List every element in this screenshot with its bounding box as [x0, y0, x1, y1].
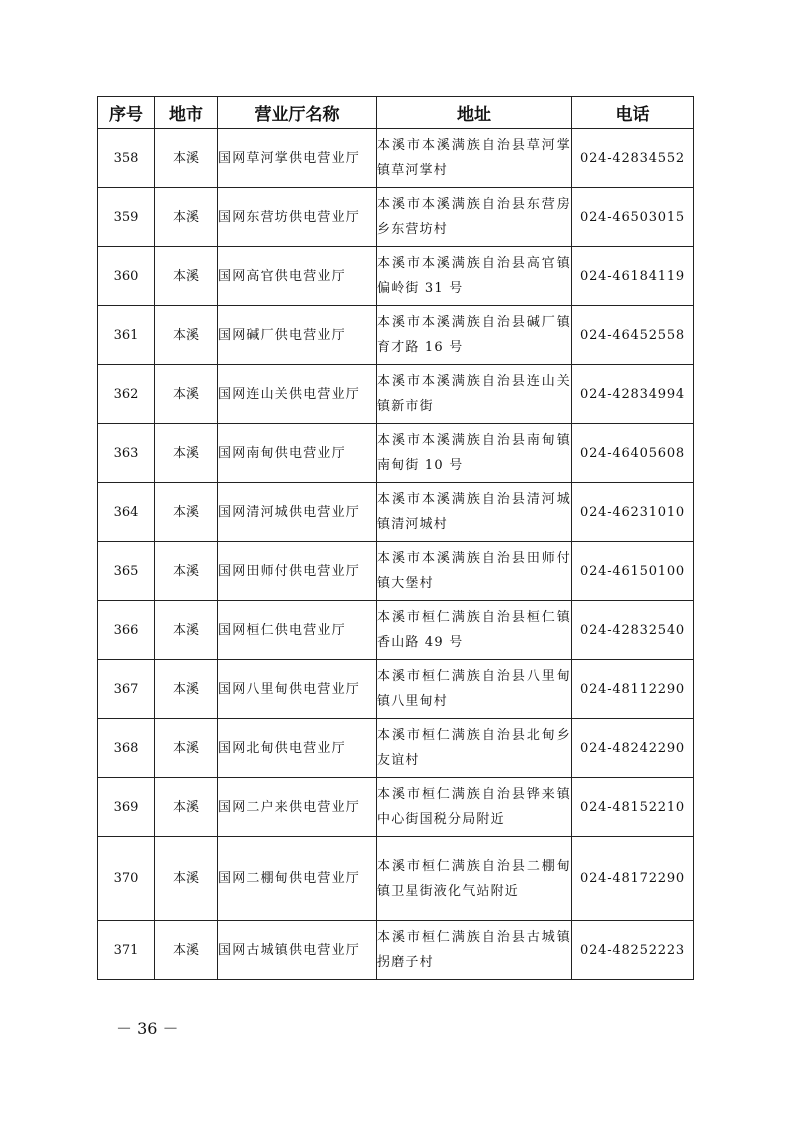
cell-city: 本溪: [155, 660, 218, 719]
page-number: － 36 －: [116, 1019, 179, 1038]
table-row: [98, 188, 694, 247]
cell-number: 366: [98, 601, 155, 660]
header-city: 地市: [155, 97, 218, 129]
cell-city: 本溪: [155, 129, 218, 188]
table-row: [98, 660, 694, 719]
table-row: [98, 365, 694, 424]
cell-hall-name: 国网古城镇供电营业厅: [218, 921, 377, 980]
cell-number: 370: [98, 837, 155, 921]
table-header-row: [98, 97, 694, 129]
header-phone: 电话: [572, 97, 694, 129]
table-row: [98, 601, 694, 660]
table-row: [98, 129, 694, 188]
cell-address: 本溪市本溪满族自治县高官镇偏岭街 31 号: [377, 247, 572, 306]
cell-city: 本溪: [155, 247, 218, 306]
table-row: [98, 921, 694, 980]
cell-phone: 024-46452558: [572, 306, 694, 365]
cell-hall-name: 国网连山关供电营业厅: [218, 365, 377, 424]
cell-city: 本溪: [155, 921, 218, 980]
table-row: [98, 719, 694, 778]
cell-phone: 024-46503015: [572, 188, 694, 247]
cell-city: 本溪: [155, 483, 218, 542]
table-row: [98, 247, 694, 306]
header-address: 地址: [377, 97, 572, 129]
cell-number: 359: [98, 188, 155, 247]
cell-number: 360: [98, 247, 155, 306]
cell-phone: 024-46231010: [572, 483, 694, 542]
cell-number: 361: [98, 306, 155, 365]
cell-phone: 024-48242290: [572, 719, 694, 778]
table-row: [98, 483, 694, 542]
cell-hall-name: 国网草河掌供电营业厅: [218, 129, 377, 188]
cell-city: 本溪: [155, 601, 218, 660]
cell-address: 本溪市桓仁满族自治县二棚甸镇卫星街液化气站附近: [377, 837, 572, 921]
cell-address: 本溪市桓仁满族自治县北甸乡友谊村: [377, 719, 572, 778]
cell-hall-name: 国网碱厂供电营业厅: [218, 306, 377, 365]
cell-phone: 024-48252223: [572, 921, 694, 980]
cell-address: 本溪市桓仁满族自治县古城镇拐磨子村: [377, 921, 572, 980]
cell-hall-name: 国网东营坊供电营业厅: [218, 188, 377, 247]
cell-address: 本溪市桓仁满族自治县八里甸镇八里甸村: [377, 660, 572, 719]
cell-hall-name: 国网高官供电营业厅: [218, 247, 377, 306]
cell-address: 本溪市本溪满族自治县南甸镇南甸街 10 号: [377, 424, 572, 483]
cell-address: 本溪市本溪满族自治县碱厂镇育才路 16 号: [377, 306, 572, 365]
cell-hall-name: 国网田师付供电营业厅: [218, 542, 377, 601]
cell-number: 358: [98, 129, 155, 188]
cell-address: 本溪市桓仁满族自治县桓仁镇香山路 49 号: [377, 601, 572, 660]
header-number: 序号: [98, 97, 155, 129]
table-row: [98, 778, 694, 837]
table-row: [98, 306, 694, 365]
cell-address: 本溪市本溪满族自治县草河掌镇草河掌村: [377, 129, 572, 188]
cell-hall-name: 国网北甸供电营业厅: [218, 719, 377, 778]
cell-hall-name: 国网二棚甸供电营业厅: [218, 837, 377, 921]
cell-address: 本溪市本溪满族自治县田师付镇大堡村: [377, 542, 572, 601]
cell-city: 本溪: [155, 188, 218, 247]
cell-number: 365: [98, 542, 155, 601]
header-hall-name: 营业厅名称: [218, 97, 377, 129]
table-row: [98, 542, 694, 601]
table-body: [98, 129, 694, 980]
cell-city: 本溪: [155, 719, 218, 778]
cell-number: 368: [98, 719, 155, 778]
cell-hall-name: 国网桓仁供电营业厅: [218, 601, 377, 660]
cell-phone: 024-42834552: [572, 129, 694, 188]
cell-address: 本溪市本溪满族自治县连山关镇新市街: [377, 365, 572, 424]
cell-number: 364: [98, 483, 155, 542]
cell-phone: 024-46150100: [572, 542, 694, 601]
cell-address: 本溪市本溪满族自治县东营房乡东营坊村: [377, 188, 572, 247]
cell-phone: 024-48172290: [572, 837, 694, 921]
table-row: [98, 837, 694, 921]
cell-city: 本溪: [155, 837, 218, 921]
cell-number: 369: [98, 778, 155, 837]
cell-number: 362: [98, 365, 155, 424]
cell-phone: 024-46405608: [572, 424, 694, 483]
cell-hall-name: 国网清河城供电营业厅: [218, 483, 377, 542]
cell-address: 本溪市桓仁满族自治县铧来镇中心街国税分局附近: [377, 778, 572, 837]
cell-number: 367: [98, 660, 155, 719]
cell-phone: 024-42834994: [572, 365, 694, 424]
cell-city: 本溪: [155, 306, 218, 365]
cell-number: 371: [98, 921, 155, 980]
cell-phone: 024-46184119: [572, 247, 694, 306]
cell-address: 本溪市本溪满族自治县清河城镇清河城村: [377, 483, 572, 542]
cell-city: 本溪: [155, 542, 218, 601]
cell-phone: 024-48152210: [572, 778, 694, 837]
cell-number: 363: [98, 424, 155, 483]
table-row: [98, 424, 694, 483]
cell-phone: 024-42832540: [572, 601, 694, 660]
cell-city: 本溪: [155, 424, 218, 483]
cell-city: 本溪: [155, 778, 218, 837]
cell-hall-name: 国网南甸供电营业厅: [218, 424, 377, 483]
cell-hall-name: 国网八里甸供电营业厅: [218, 660, 377, 719]
cell-city: 本溪: [155, 365, 218, 424]
cell-hall-name: 国网二户来供电营业厅: [218, 778, 377, 837]
service-hall-table: [97, 96, 694, 980]
cell-phone: 024-48112290: [572, 660, 694, 719]
